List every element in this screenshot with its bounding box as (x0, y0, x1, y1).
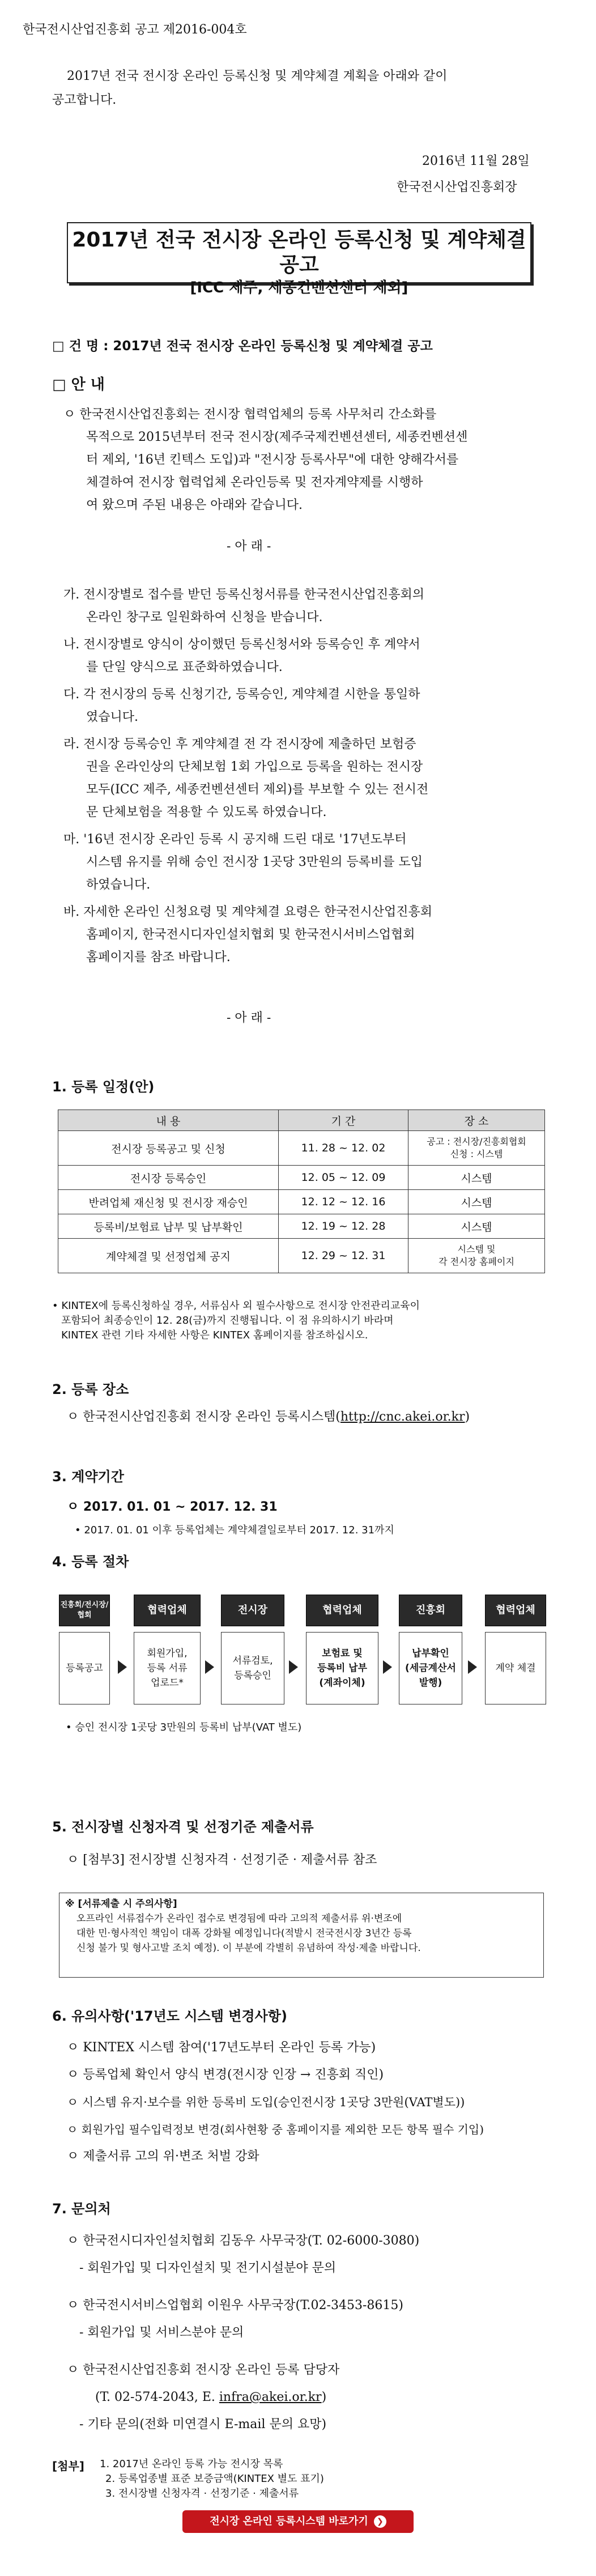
item-line: 를 단일 양식으로 표준화하였습니다. (86, 660, 283, 674)
page-title: 2017년 전국 전시장 온라인 등록신청 및 계약체결 공고 (72, 228, 526, 277)
item-line: 하였습니다. (86, 878, 151, 892)
item-line: 였습니다. (86, 710, 139, 724)
flow-step-1-head: 진흥회/전시장/협회 (59, 1595, 110, 1626)
flow-step-4-head: 협력업체 (306, 1595, 378, 1626)
flow-line: 회원가입, (147, 1648, 188, 1659)
contact-line: ㅇ 한국전시서비스업협회 이원우 사무국장(T.02-3453-8615) (67, 2298, 403, 2313)
flow-step-3-body (221, 1632, 284, 1704)
table-row (58, 1214, 545, 1239)
flow-line: 등록 서류 (147, 1663, 188, 1674)
intro-line-2: 공고합니다. (52, 93, 117, 107)
table-row (58, 1131, 545, 1166)
item-line: 다. 각 전시장의 등록 신청기간, 등록승인, 계약체결 시한을 통일하 (63, 687, 420, 702)
subject-heading: □ 건 명 : 2017년 전국 전시장 온라인 등록신청 및 계약체결 공고 (52, 339, 433, 354)
flow-step-4-body (306, 1632, 378, 1704)
title-box (67, 222, 531, 296)
list-item: ㅇ 회원가입 필수입력정보 변경(회사현황 중 홈페이지를 제외한 모든 항목 필수 기입) (67, 2123, 484, 2136)
item-line: 홈페이지, 한국전시디자인설치협회 및 한국전시서비스업협회 (86, 928, 415, 942)
flow-line: (세금계산서 (405, 1663, 456, 1674)
table-cell: 12. 05 ~ 12. 09 (279, 1166, 408, 1190)
list-item: ㅇ 등록업체 확인서 양식 변경(전시장 인장 → 진흥회 직인) (67, 2068, 384, 2082)
list-item (63, 828, 551, 896)
section-7-title: 7. 문의처 (52, 2201, 111, 2217)
flow-step-6-body (485, 1632, 546, 1704)
flow-line: 계약 체결 (495, 1663, 536, 1674)
issuer: 한국전시산업진흥회장 (397, 180, 517, 194)
registration-system-link[interactable]: http://cnc.akei.or.kr (340, 1410, 465, 1424)
column-header: 기 간 (279, 1110, 408, 1131)
guide-heading: □ 안 내 (52, 376, 105, 393)
list-item (63, 634, 551, 679)
cell-line: 각 전시장 홈페이지 (439, 1256, 514, 1267)
list-item: ㅇ 시스템 유지·보수를 위한 등록비 도입(승인전시장 1곳당 3만원(VAT별도)) (67, 2095, 465, 2109)
item-line: 모두(ICC 제주, 세종컨벤션센터 제외)를 부보할 수 있는 전시전 (86, 783, 429, 797)
list-item (63, 683, 551, 729)
contact-email-link[interactable]: infra@akei.or.kr (219, 2390, 322, 2404)
intro-line-1: 2017년 전국 전시장 온라인 등록신청 및 계약체결 계획을 아래와 같이 (67, 69, 448, 83)
contact-line: - 회원가입 및 서비스분야 문의 (79, 2326, 244, 2340)
chevron-right-icon: ❯ (374, 2515, 386, 2528)
page-subtitle: [ICC 제주, 세종컨벤션센터 제외] (190, 279, 408, 296)
warning-notice-box (59, 1893, 544, 1978)
flow-line: 업로드* (151, 1677, 184, 1689)
section-4-title: 4. 등록 절차 (52, 1554, 129, 1570)
below-marker-1: - 아 래 - (227, 539, 271, 554)
flow-line: 납부확인 (412, 1648, 449, 1659)
guide-line: 여 왔으며 주된 내용은 아래와 같습니다. (86, 498, 303, 512)
item-line: 문 단체보험을 적용할 수 있도록 하였습니다. (86, 805, 327, 819)
registration-place (67, 1409, 470, 1426)
table-cell: 시스템 (408, 1190, 545, 1214)
attachments-list (100, 2457, 324, 2501)
cell-line: 신청 : 시스템 (450, 1149, 503, 1159)
flow-step-2-head: 협력업체 (134, 1595, 201, 1626)
flow-step-3-head: 전시장 (221, 1595, 284, 1626)
place-text: ㅇ 한국전시산업진흥회 전시장 온라인 등록시스템( (67, 1410, 340, 1424)
list-item: ㅇ KINTEX 시스템 참여('17년도부터 온라인 등록 가능) (67, 2041, 376, 2055)
guide-line: 목적으로 2015년부터 전국 전시장(제주국제컨벤션센터, 세종컨벤션센 (86, 430, 468, 444)
note-line: 포함되어 최종승인이 12. 28(금)까지 진행됩니다. 이 점 유의하시기 바라며 (61, 1315, 394, 1327)
cell-line: 시스템 및 (457, 1244, 496, 1255)
contact-line: - 기타 문의(전화 미연결시 E-mail 문의 요망) (79, 2417, 327, 2432)
arrow-right-icon (383, 1660, 392, 1674)
item-line: 권을 온라인상의 단체보험 1회 가입으로 등록을 원하는 전시장 (86, 760, 423, 774)
flow-step-5-body (399, 1632, 462, 1704)
section-3-title: 3. 계약기간 (52, 1469, 124, 1485)
below-marker-2: - 아 래 - (227, 1011, 271, 1025)
guide-line: 체결하여 전시장 협력업체 온라인등록 및 전자계약제를 시행하 (86, 475, 423, 490)
contract-period: ㅇ 2017. 01. 01 ~ 2017. 12. 31 (67, 1500, 278, 1514)
flow-line: 등록공고 (66, 1663, 103, 1674)
table-row (58, 1190, 545, 1214)
table-cell: 11. 28 ~ 12. 02 (279, 1131, 408, 1166)
place-text-close: ) (465, 1410, 470, 1424)
flow-line: 등록승인 (234, 1670, 271, 1681)
item-line: 시스템 유지를 위해 승인 전시장 1곳당 3만원의 등록비를 도입 (86, 855, 423, 869)
list-item: ㅇ 제출서류 고의 위·변조 처벌 강화 (67, 2149, 259, 2163)
table-cell: 전시장 등록승인 (58, 1166, 279, 1190)
flow-step-5-head: 진흥회 (399, 1595, 462, 1626)
notice-line: 오프라인 서류접수가 온라인 접수로 변경됨에 따라 고의적 제출서류 위·변조에 (76, 1913, 402, 1924)
flow-line: 발행) (419, 1677, 442, 1689)
guide-paragraph (63, 403, 551, 517)
attachments-label: [첨부] (52, 2459, 84, 2473)
note-line: • KINTEX에 등록신청하실 경우, 서류심사 외 필수사항으로 전시장 안전관리교육이 (52, 1300, 420, 1312)
arrow-right-icon (289, 1660, 298, 1674)
contact-line: ㅇ 한국전시디자인설치협회 김동우 사무국장(T. 02-6000-3080) (67, 2234, 420, 2248)
table-cell: 시스템 (408, 1214, 545, 1239)
go-to-registration-system-button[interactable] (182, 2510, 414, 2533)
list-item (63, 901, 551, 969)
attachment-item: 2. 등록업종별 표준 보증금액(KINTEX 별도 표기) (105, 2473, 324, 2485)
schedule-table (58, 1110, 545, 1273)
column-header: 내 용 (58, 1110, 279, 1131)
contact-line: ㅇ 한국전시산업진흥회 전시장 온라인 등록 담당자 (67, 2363, 340, 2377)
flow-line: 보험료 및 (322, 1648, 363, 1659)
section-5-title: 5. 전시장별 신청자격 및 선정기준 제출서류 (52, 1819, 314, 1835)
item-line: 라. 전시장 등록승인 후 계약체결 전 각 전시장에 제출하던 보험증 (63, 737, 416, 751)
item-line: 나. 전시장별로 양식이 상이했던 등록신청서와 등록승인 후 계약서 (63, 637, 420, 652)
flow-step-6-head: 협력업체 (485, 1595, 546, 1626)
button-label: 전시장 온라인 등록시스템 바로가기 (210, 2515, 368, 2527)
contact-phone: (T. 02-574-2043, E. (95, 2390, 219, 2404)
notice-date: 2016년 11월 28일 (422, 154, 530, 168)
item-line: 마. '16년 전시장 온라인 등록 시 공지해 드린 대로 '17년도부터 (63, 832, 407, 847)
table-cell (408, 1239, 545, 1273)
item-line: 온라인 창구로 일원화하여 신청을 받습니다. (86, 610, 323, 624)
contact-line: - 회원가입 및 디자인설치 및 전기시설분야 문의 (79, 2261, 337, 2275)
section-4-note: • 승인 전시장 1곳당 3만원의 등록비 납부(VAT 별도) (66, 1721, 302, 1733)
arrow-right-icon (468, 1660, 477, 1674)
arrow-right-icon (118, 1660, 127, 1674)
table-cell: 12. 19 ~ 12. 28 (279, 1214, 408, 1239)
section-1-title: 1. 등록 일정(안) (52, 1079, 155, 1095)
item-line: 가. 전시장별로 접수를 받던 등록신청서류를 한국전시산업진흥회의 (63, 588, 425, 602)
item-line: 홈페이지를 참조 바랍니다. (86, 950, 231, 964)
guide-line: 터 제외, '16년 킨텍스 도입)과 "전시장 등록사무"에 대한 양해각서를 (86, 453, 459, 467)
table-cell: 등록비/보험료 납부 및 납부확인 (58, 1214, 279, 1239)
section-6-list (67, 2034, 554, 2170)
flow-line: 서류검토, (232, 1655, 273, 1667)
table-cell: 전시장 등록공고 및 신청 (58, 1131, 279, 1166)
section-2-title: 2. 등록 장소 (52, 1381, 129, 1397)
section-1-note (52, 1299, 551, 1343)
attachment-item: 3. 전시장별 신청자격 · 선정기준 · 제출서류 (105, 2488, 299, 2500)
notice-line: 신청 불가 및 형사고발 조치 예정). 이 부분에 각별히 유념하여 작성·제출 바랍니다. (76, 1942, 421, 1954)
section-5-text: ㅇ [첨부3] 전시장별 신청자격 · 선정기준 · 제출서류 참조 (67, 1853, 377, 1867)
table-header-row (58, 1110, 545, 1131)
list-item (63, 584, 551, 629)
arrow-right-icon (205, 1660, 214, 1674)
attachment-item: 1. 2017년 온라인 등록 가능 전시장 목록 (100, 2458, 283, 2470)
table-cell: 계약체결 및 선정업체 공지 (58, 1239, 279, 1273)
cell-line: 공고 : 전시장/진흥회협회 (427, 1136, 526, 1147)
doc-number: 한국전시산업진흥회 공고 제2016-004호 (23, 23, 247, 37)
contract-note: • 2017. 01. 01 이후 등록업체는 계약체결일로부터 2017. 12. 31까지 (75, 1524, 394, 1536)
table-cell: 반려업체 재신청 및 전시장 재승인 (58, 1190, 279, 1214)
flow-line: 등록비 납부 (317, 1663, 368, 1674)
flow-step-2-body (134, 1632, 201, 1704)
flow-line: (계좌이체) (319, 1677, 365, 1689)
note-line: KINTEX 관련 기타 자세한 사항은 KINTEX 홈페이지를 참조하십시오. (61, 1329, 368, 1341)
list-item (63, 733, 551, 824)
table-cell: 12. 29 ~ 12. 31 (279, 1239, 408, 1273)
guide-line: ㅇ 한국전시산업진흥회는 전시장 협력업체의 등록 사무처리 간소화를 (63, 407, 437, 422)
notice-line: 대한 민·형사적인 책임이 대폭 강화될 예정입니다(적발시 전국전시장 3년간 등록 (76, 1928, 412, 1939)
column-header: 장 소 (408, 1110, 545, 1131)
table-cell: 시스템 (408, 1166, 545, 1190)
contact-email-close: ) (321, 2390, 327, 2404)
item-line: 바. 자세한 온라인 신청요령 및 계약체결 요령은 한국전시산업진흥회 (63, 905, 433, 919)
table-row (58, 1239, 545, 1273)
table-row (58, 1166, 545, 1190)
contact-email-line (95, 2389, 326, 2406)
flow-step-1-body (59, 1632, 110, 1704)
table-cell (408, 1131, 545, 1166)
table-cell: 12. 12 ~ 12. 16 (279, 1190, 408, 1214)
notice-title: ※ [서류제출 시 주의사항] (65, 1898, 177, 1910)
section-6-title: 6. 유의사항('17년도 시스템 변경사항) (52, 2008, 287, 2024)
